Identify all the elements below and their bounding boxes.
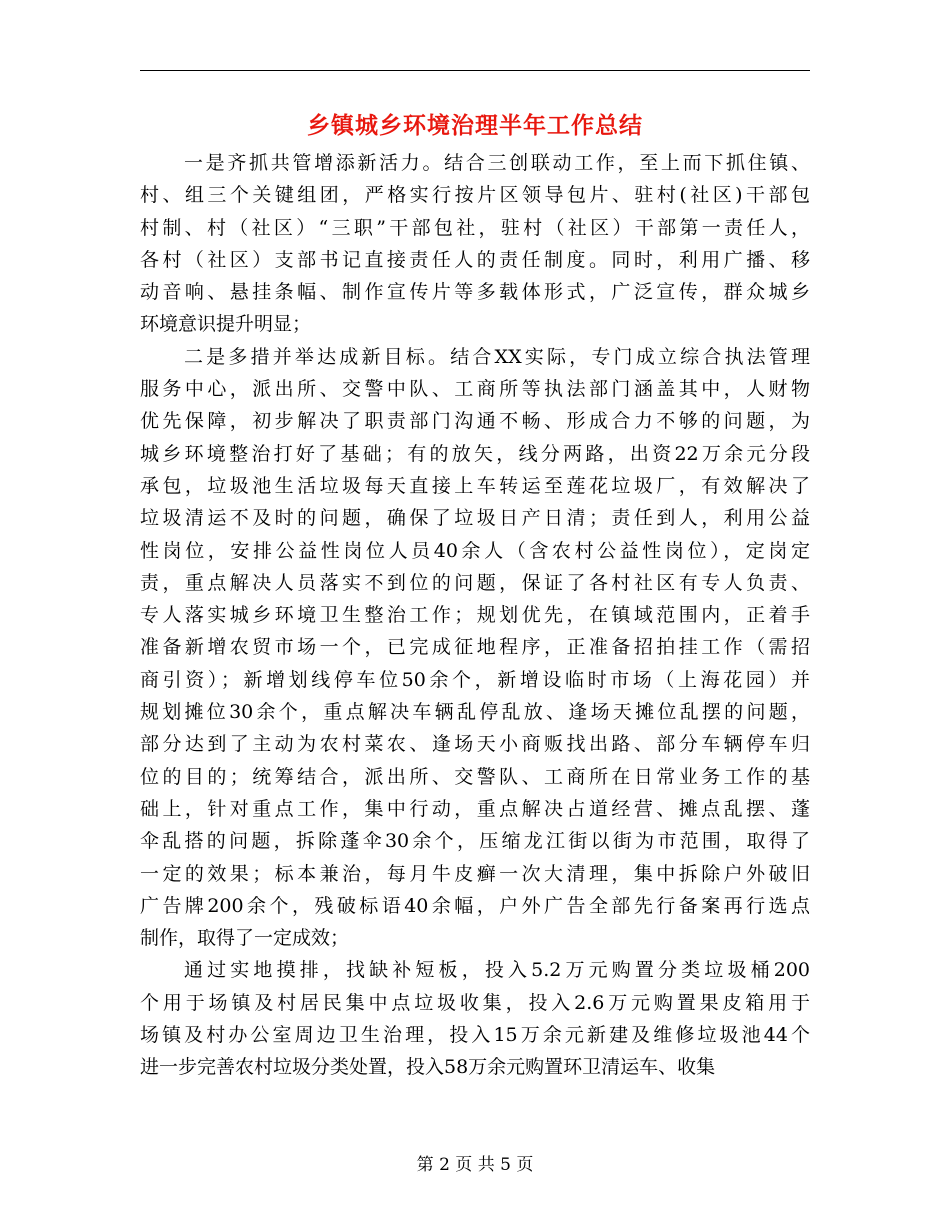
paragraph-line: 村、组三个关键组团，严格实行按片区领导包片、驻村(社区)干部包 <box>140 184 810 207</box>
paragraph-line: 优先保障，初步解决了职责部门沟通不畅、形成合力不够的问题，为 <box>140 410 810 433</box>
paragraph-line: 承包，垃圾池生活垃圾每天直接上车转运至莲花垃圾厂，有效解决了 <box>140 474 810 497</box>
paragraph-line: 城乡环境整治打好了基础；有的放矢，线分两路，出资22万余元分段 <box>140 442 810 465</box>
paragraph-line: 准备新增农贸市场一个，已完成征地程序，正准备招拍挂工作（需招 <box>140 636 810 659</box>
paragraph-line: 规划摊位30余个，重点解决车辆乱停乱放、逢场天摊位乱摆的问题， <box>140 701 810 724</box>
paragraph-line: 础上，针对重点工作，集中行动，重点解决占道经营、摊点乱摆、蓬 <box>140 797 810 820</box>
document-body <box>140 147 810 1084</box>
paragraph-line: 一是齐抓共管增添新活力。结合三创联动工作，至上而下抓住镇、 <box>184 152 810 174</box>
paragraph-line: 制作，取得了一定成效； <box>140 927 350 950</box>
page-title: 乡镇城乡环境治理半年工作总结 <box>307 112 643 139</box>
page-number: 第 2 页 共 5 页 <box>416 1155 534 1175</box>
paragraph-line: 个用于场镇及村居民集中点垃圾收集，投入2.6万元购置果皮箱用于 <box>140 991 810 1014</box>
paragraph-line: 动音响、悬挂条幅、制作宣传片等多载体形式，广泛宣传，群众城乡 <box>140 281 810 304</box>
paragraph <box>140 954 810 1083</box>
header-rule <box>140 70 810 71</box>
paragraph-line: 位的目的；统筹结合，派出所、交警队、工商所在日常业务工作的基 <box>140 765 810 788</box>
paragraph <box>140 147 810 341</box>
paragraph-line: 村制、村（社区）“三职”干部包社，驻村（社区）干部第一责任人， <box>140 216 810 239</box>
paragraph-line: 专人落实城乡环境卫生整治工作；规划优先，在镇域范围内，正着手 <box>140 604 810 627</box>
paragraph-line: 进一步完善农村垃圾分类处置，投入58万余元购置环卫清运车、收集 <box>140 1056 716 1079</box>
paragraph-line: 伞乱搭的问题，拆除蓬伞30余个，压缩龙江街以街为市范围，取得了 <box>140 830 810 853</box>
paragraph-line: 广告牌200余个，残破标语40余幅，户外广告全部先行备案再行选点 <box>140 894 810 917</box>
paragraph-line: 商引资）；新增划线停车位50余个，新增设临时市场（上海花园）并 <box>140 668 810 691</box>
paragraph-line: 二是多措并举达成新目标。结合XX实际，专门成立综合执法管理 <box>184 345 810 368</box>
paragraph-line: 通过实地摸排，找缺补短板，投入5.2万元购置分类垃圾桶200 <box>184 959 810 982</box>
paragraph-line: 各村（社区）支部书记直接责任人的责任制度。同时，利用广播、移 <box>140 248 810 271</box>
paragraph-line: 一定的效果；标本兼治，每月牛皮癣一次大清理，集中拆除户外破旧 <box>140 862 810 885</box>
paragraph-line: 性岗位，安排公益性岗位人员40余人（含农村公益性岗位），定岗定 <box>140 539 810 562</box>
paragraph <box>140 341 810 955</box>
paragraph-line: 服务中心，派出所、交警中队、工商所等执法部门涵盖其中，人财物 <box>140 378 810 401</box>
paragraph-line: 环境意识提升明显； <box>140 313 312 336</box>
paragraph-line: 部分达到了主动为农村菜农、逢场天小商贩找出路、部分车辆停车归 <box>140 733 810 756</box>
paragraph-line: 垃圾清运不及时的问题，确保了垃圾日产日清；责任到人，利用公益 <box>140 507 810 530</box>
paragraph-line: 场镇及村办公室周边卫生治理，投入15万余元新建及维修垃圾池44个 <box>140 1024 810 1047</box>
paragraph-line: 责，重点解决人员落实不到位的问题，保证了各村社区有专人负责、 <box>140 571 810 594</box>
